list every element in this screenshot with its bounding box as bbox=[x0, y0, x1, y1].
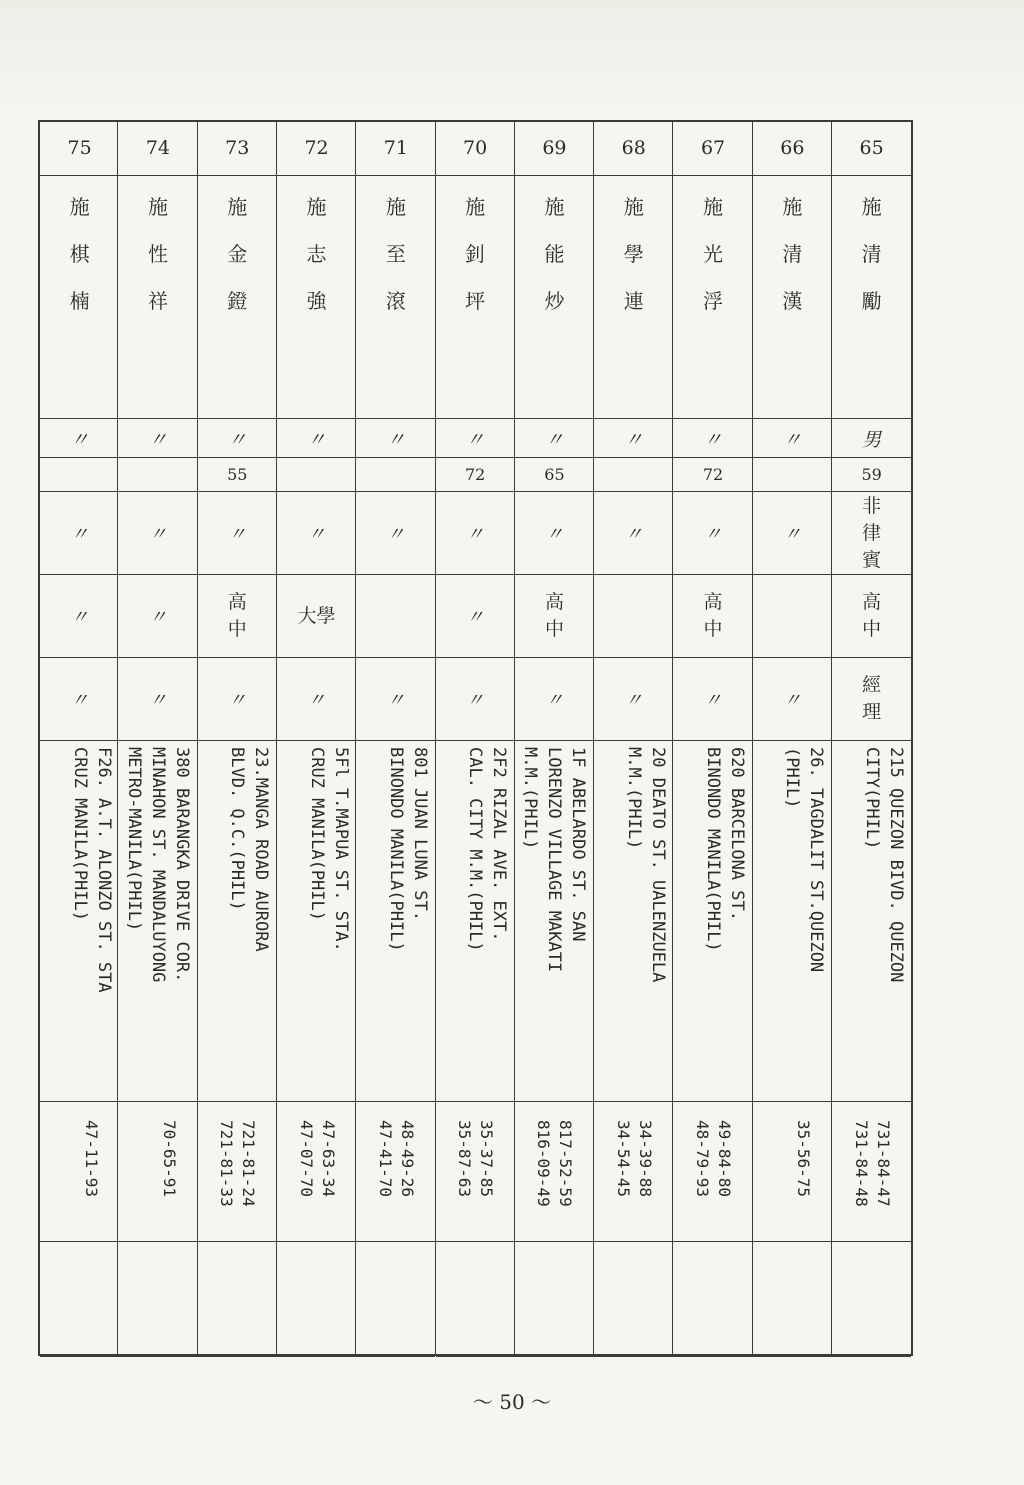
nationality-ditto: 〃 bbox=[70, 524, 89, 545]
member-address bbox=[753, 741, 832, 1102]
member-age bbox=[594, 458, 673, 492]
address-line: M.M.(PHIL) bbox=[623, 747, 644, 850]
member-occupation bbox=[40, 658, 119, 741]
phone-line: 47-41-70 bbox=[375, 1120, 395, 1198]
member-name bbox=[594, 176, 673, 419]
address-line: BINONDO MANILA(PHIL) bbox=[703, 747, 724, 952]
member-name-char: 施 bbox=[385, 195, 406, 219]
address-line: CRUZ MANILA(PHIL) bbox=[69, 747, 90, 921]
phone-line: 35-56-75 bbox=[794, 1120, 814, 1198]
member-age bbox=[40, 458, 119, 492]
member-age: 59 bbox=[832, 458, 911, 492]
member-address bbox=[198, 741, 277, 1102]
address-line: 2F2 RIZAL AVE. EXT. bbox=[489, 747, 510, 942]
blank-cell bbox=[198, 1242, 277, 1357]
member-name-char: 施 bbox=[147, 195, 168, 219]
member-address-text bbox=[518, 747, 590, 1099]
table-column bbox=[593, 120, 673, 1356]
member-phone-text bbox=[612, 1120, 656, 1197]
address-line: 23.MANGA ROAD AURORA bbox=[251, 747, 272, 952]
member-phone-text bbox=[158, 1120, 180, 1197]
member-age: 65 bbox=[515, 458, 594, 492]
education-char: 中 bbox=[703, 618, 723, 640]
address-line: CITY(PHIL) bbox=[861, 747, 882, 850]
address-line: 620 BARCELONA ST. bbox=[727, 747, 748, 921]
member-name-chars bbox=[356, 184, 435, 325]
member-address bbox=[594, 741, 673, 1102]
nationality-char: 賓 bbox=[862, 548, 882, 571]
member-address-text bbox=[122, 747, 194, 1099]
row-number: 71 bbox=[356, 120, 435, 176]
member-phone-text bbox=[532, 1120, 576, 1207]
phone-line: 731-84-47 bbox=[873, 1120, 893, 1207]
education-stack bbox=[832, 575, 911, 657]
member-name-char: 施 bbox=[306, 195, 327, 219]
member-age bbox=[277, 458, 356, 492]
member-sex: 〃 bbox=[515, 419, 594, 458]
blank-cell bbox=[832, 1242, 911, 1357]
blank-cell bbox=[436, 1242, 515, 1357]
address-line: MINAHON ST. MANDALUYONG bbox=[147, 747, 168, 983]
member-name bbox=[277, 176, 356, 419]
member-address bbox=[277, 741, 356, 1102]
member-name-char: 施 bbox=[623, 195, 644, 219]
member-sex: 〃 bbox=[118, 419, 197, 458]
nationality-ditto: 〃 bbox=[783, 524, 802, 545]
education-ditto: 〃 bbox=[70, 607, 89, 628]
member-education bbox=[515, 575, 594, 658]
address-line: 1F ABELARDO ST. SAN bbox=[568, 747, 589, 942]
row-number: 67 bbox=[673, 120, 752, 176]
member-name-char: 浮 bbox=[703, 289, 724, 313]
blank-cell bbox=[118, 1242, 197, 1357]
member-name-char: 棋 bbox=[69, 242, 90, 266]
member-name bbox=[753, 176, 832, 419]
member-phone bbox=[277, 1102, 356, 1242]
row-number: 75 bbox=[40, 120, 119, 176]
member-name-char: 志 bbox=[306, 242, 327, 266]
occupation-ditto: 〃 bbox=[228, 690, 247, 711]
member-name-chars bbox=[198, 184, 277, 325]
row-number: 68 bbox=[594, 120, 673, 176]
education-char: 中 bbox=[227, 618, 247, 640]
member-nationality bbox=[277, 492, 356, 575]
address-line: M.M.(PHIL) bbox=[520, 747, 541, 850]
member-nationality bbox=[594, 492, 673, 575]
member-name-char: 施 bbox=[782, 195, 803, 219]
address-line: METRO-MANILA(PHIL) bbox=[123, 747, 144, 932]
occupation-ditto: 〃 bbox=[783, 690, 802, 711]
occupation-char: 經 bbox=[862, 674, 882, 696]
phone-line: 70-65-91 bbox=[159, 1120, 179, 1198]
member-name-char: 施 bbox=[465, 195, 486, 219]
education-char: 中 bbox=[544, 618, 564, 640]
member-sex: 〃 bbox=[198, 419, 277, 458]
member-phone-text bbox=[453, 1120, 497, 1197]
phone-line: 721-81-24 bbox=[239, 1120, 259, 1207]
member-nationality bbox=[356, 492, 435, 575]
phone-line: 48-49-26 bbox=[397, 1120, 417, 1198]
member-name-chars bbox=[753, 184, 832, 325]
table-column bbox=[435, 120, 515, 1356]
member-education bbox=[198, 575, 277, 658]
address-line: 26. TAGDALIT ST.QUEZON bbox=[806, 747, 827, 973]
nationality-ditto: 〃 bbox=[307, 524, 326, 545]
blank-cell bbox=[753, 1242, 832, 1357]
education-char: 高 bbox=[544, 591, 564, 613]
member-sex: 〃 bbox=[356, 419, 435, 458]
address-line: 801 JUAN LUNA ST. bbox=[409, 747, 430, 921]
member-sex: 〃 bbox=[436, 419, 515, 458]
blank-cell bbox=[594, 1242, 673, 1357]
member-name-char: 施 bbox=[861, 195, 882, 219]
member-occupation bbox=[515, 658, 594, 741]
blank-cell bbox=[515, 1242, 594, 1357]
member-phone-text bbox=[215, 1120, 259, 1207]
blank-cell bbox=[277, 1242, 356, 1357]
occupation-ditto: 〃 bbox=[386, 690, 405, 711]
member-occupation bbox=[356, 658, 435, 741]
nationality-char: 律 bbox=[862, 521, 882, 544]
member-address bbox=[673, 741, 752, 1102]
member-age: 72 bbox=[436, 458, 515, 492]
member-age bbox=[356, 458, 435, 492]
occupation-ditto: 〃 bbox=[704, 690, 723, 711]
member-phone-text bbox=[850, 1120, 894, 1207]
address-line: (PHIL) bbox=[782, 747, 803, 809]
address-line: CRUZ MANILA(PHIL) bbox=[306, 747, 327, 921]
member-name-chars bbox=[673, 184, 752, 325]
phone-line: 49-84-80 bbox=[715, 1120, 735, 1198]
member-name-char: 連 bbox=[623, 289, 644, 313]
member-sex: 〃 bbox=[673, 419, 752, 458]
address-line: BINONDO MANILA(PHIL) bbox=[385, 747, 406, 952]
member-name-char: 漢 bbox=[782, 289, 803, 313]
address-line: 20 DEATO ST. UALENZUELA bbox=[647, 747, 668, 983]
member-age: 72 bbox=[673, 458, 752, 492]
member-name-char: 施 bbox=[227, 195, 248, 219]
member-name-chars bbox=[436, 184, 515, 325]
member-address bbox=[356, 741, 435, 1102]
member-nationality bbox=[753, 492, 832, 575]
phone-line: 34-39-88 bbox=[635, 1120, 655, 1198]
member-phone-text bbox=[792, 1120, 814, 1197]
member-education bbox=[436, 575, 515, 658]
education-stack bbox=[673, 575, 752, 657]
member-occupation bbox=[673, 658, 752, 741]
member-phone bbox=[753, 1102, 832, 1242]
member-education bbox=[594, 575, 673, 658]
occupation-ditto: 〃 bbox=[624, 690, 643, 711]
nationality-ditto: 〃 bbox=[148, 524, 167, 545]
row-number: 74 bbox=[118, 120, 197, 176]
phone-line: 816-09-49 bbox=[534, 1120, 554, 1207]
member-sex: 〃 bbox=[753, 419, 832, 458]
member-address-text bbox=[384, 747, 432, 1099]
member-name-char: 施 bbox=[703, 195, 724, 219]
nationality-ditto: 〃 bbox=[386, 524, 405, 545]
member-sex: 〃 bbox=[277, 419, 356, 458]
member-address-text bbox=[860, 747, 908, 1099]
address-line: 380 BARANGKA DRIVE COR. bbox=[171, 747, 192, 983]
member-name bbox=[515, 176, 594, 419]
page-number: ～ 50 ～ bbox=[472, 1390, 552, 1414]
table-column bbox=[831, 120, 913, 1356]
member-name bbox=[832, 176, 911, 419]
member-name-char: 鐙 bbox=[227, 289, 248, 313]
education-stack bbox=[515, 575, 594, 657]
row-number: 69 bbox=[515, 120, 594, 176]
nationality-ditto: 〃 bbox=[466, 524, 485, 545]
member-name-chars bbox=[832, 184, 911, 325]
member-education bbox=[753, 575, 832, 658]
member-education bbox=[673, 575, 752, 658]
member-name bbox=[356, 176, 435, 419]
member-phone bbox=[198, 1102, 277, 1242]
member-phone bbox=[356, 1102, 435, 1242]
member-name-char: 滾 bbox=[385, 289, 406, 313]
member-occupation bbox=[277, 658, 356, 741]
member-phone bbox=[118, 1102, 197, 1242]
education-stack bbox=[198, 575, 277, 657]
member-phone bbox=[832, 1102, 911, 1242]
member-phone-text bbox=[80, 1120, 102, 1197]
table-column bbox=[197, 120, 277, 1356]
member-name-char: 性 bbox=[147, 242, 168, 266]
nationality-ditto: 〃 bbox=[624, 524, 643, 545]
member-name bbox=[436, 176, 515, 419]
member-phone bbox=[673, 1102, 752, 1242]
member-name-char: 祥 bbox=[147, 289, 168, 313]
address-line: BLVD. Q.C.(PHIL) bbox=[227, 747, 248, 911]
phone-line: 721-81-33 bbox=[217, 1120, 237, 1207]
member-address bbox=[40, 741, 119, 1102]
phone-line: 731-84-48 bbox=[851, 1120, 871, 1207]
education-ditto: 〃 bbox=[466, 607, 485, 628]
member-name-char: 清 bbox=[782, 242, 803, 266]
member-occupation bbox=[198, 658, 277, 741]
member-phone-text bbox=[374, 1120, 418, 1197]
member-education bbox=[277, 575, 356, 658]
nationality-ditto: 〃 bbox=[545, 524, 564, 545]
member-name bbox=[198, 176, 277, 419]
member-nationality bbox=[832, 492, 911, 575]
member-phone bbox=[515, 1102, 594, 1242]
member-name-char: 坪 bbox=[465, 289, 486, 313]
nationality-char: 非 bbox=[862, 494, 882, 517]
member-name-chars bbox=[515, 184, 594, 325]
member-phone bbox=[594, 1102, 673, 1242]
page-stain bbox=[0, 0, 1024, 120]
member-name-char: 勵 bbox=[861, 289, 882, 313]
table-column bbox=[514, 120, 594, 1356]
member-name bbox=[40, 176, 119, 419]
member-name-char: 學 bbox=[623, 242, 644, 266]
member-name bbox=[673, 176, 752, 419]
member-sex: 男 bbox=[832, 419, 911, 458]
member-education bbox=[118, 575, 197, 658]
row-number: 72 bbox=[277, 120, 356, 176]
member-name-char: 金 bbox=[227, 242, 248, 266]
member-address-text bbox=[701, 747, 749, 1099]
table-column bbox=[276, 120, 356, 1356]
member-address bbox=[118, 741, 197, 1102]
member-address-text bbox=[68, 747, 116, 1099]
member-address bbox=[515, 741, 594, 1102]
member-age: 55 bbox=[198, 458, 277, 492]
occupation-char: 理 bbox=[862, 701, 882, 723]
table-column bbox=[752, 120, 832, 1356]
member-occupation bbox=[753, 658, 832, 741]
phone-line: 48-79-93 bbox=[693, 1120, 713, 1198]
member-name-char: 至 bbox=[385, 242, 406, 266]
occupation-ditto: 〃 bbox=[307, 690, 326, 711]
member-sex: 〃 bbox=[40, 419, 119, 458]
member-name-char: 清 bbox=[861, 242, 882, 266]
row-number: 65 bbox=[832, 120, 911, 176]
occupation-ditto: 〃 bbox=[70, 690, 89, 711]
table-column bbox=[38, 120, 119, 1356]
member-name-char: 能 bbox=[544, 242, 565, 266]
occupation-ditto: 〃 bbox=[148, 690, 167, 711]
address-line: LORENZO VILLAGE MAKATI bbox=[544, 747, 565, 973]
phone-line: 35-87-63 bbox=[455, 1120, 475, 1198]
member-address bbox=[436, 741, 515, 1102]
member-name-chars bbox=[277, 184, 356, 325]
education-char: 高 bbox=[227, 591, 247, 613]
member-nationality bbox=[673, 492, 752, 575]
member-address-text bbox=[463, 747, 511, 1099]
member-address-text bbox=[622, 747, 670, 1099]
table-column bbox=[117, 120, 197, 1356]
member-nationality bbox=[198, 492, 277, 575]
member-phone bbox=[436, 1102, 515, 1242]
member-nationality bbox=[436, 492, 515, 575]
blank-cell bbox=[673, 1242, 752, 1357]
member-name-char: 炒 bbox=[544, 289, 565, 313]
member-age bbox=[753, 458, 832, 492]
member-occupation bbox=[832, 658, 911, 741]
table-column bbox=[355, 120, 435, 1356]
occupation-ditto: 〃 bbox=[545, 690, 564, 711]
row-number: 73 bbox=[198, 120, 277, 176]
address-line: CAL. CITY M.M.(PHIL) bbox=[465, 747, 486, 952]
member-education bbox=[40, 575, 119, 658]
education-char: 高 bbox=[703, 591, 723, 613]
member-phone bbox=[40, 1102, 119, 1242]
member-phone-text bbox=[295, 1120, 339, 1197]
table-column bbox=[672, 120, 752, 1356]
row-number: 70 bbox=[436, 120, 515, 176]
education-char: 中 bbox=[862, 618, 882, 640]
education-char: 高 bbox=[862, 591, 882, 613]
phone-line: 817-52-59 bbox=[556, 1120, 576, 1207]
member-name-chars bbox=[118, 184, 197, 325]
address-line: 5Fl T.MAPUA ST. STA. bbox=[330, 747, 351, 952]
blank-cell bbox=[356, 1242, 435, 1357]
blank-cell bbox=[40, 1242, 119, 1357]
member-education bbox=[832, 575, 911, 658]
member-education bbox=[356, 575, 435, 658]
member-address-text bbox=[780, 747, 828, 1099]
member-occupation bbox=[594, 658, 673, 741]
occupation-stack bbox=[832, 658, 911, 740]
member-age bbox=[118, 458, 197, 492]
phone-line: 47-63-34 bbox=[318, 1120, 338, 1198]
member-address bbox=[832, 741, 911, 1102]
member-name-char: 楠 bbox=[69, 289, 90, 313]
nationality-stack bbox=[832, 492, 911, 574]
member-nationality bbox=[118, 492, 197, 575]
member-name-char: 施 bbox=[69, 195, 90, 219]
phone-line: 47-11-93 bbox=[81, 1120, 101, 1198]
member-sex: 〃 bbox=[594, 419, 673, 458]
education-stack bbox=[277, 575, 356, 657]
occupation-ditto: 〃 bbox=[466, 690, 485, 711]
address-line: 215 QUEZON BIVD. QUEZON bbox=[885, 747, 906, 983]
member-nationality bbox=[515, 492, 594, 575]
member-name-char: 光 bbox=[703, 242, 724, 266]
member-name-char: 強 bbox=[306, 289, 327, 313]
phone-line: 35-37-85 bbox=[477, 1120, 497, 1198]
member-name-char: 釗 bbox=[465, 242, 486, 266]
address-line: F26. A.T. ALONZO ST. STA bbox=[93, 747, 114, 993]
member-occupation bbox=[436, 658, 515, 741]
education-ditto: 〃 bbox=[148, 607, 167, 628]
member-name bbox=[118, 176, 197, 419]
nationality-ditto: 〃 bbox=[704, 524, 723, 545]
member-table bbox=[38, 120, 910, 1356]
member-phone-text bbox=[691, 1120, 735, 1197]
member-name-chars bbox=[40, 184, 119, 325]
member-nationality bbox=[40, 492, 119, 575]
member-name-chars bbox=[594, 184, 673, 325]
phone-line: 47-07-70 bbox=[296, 1120, 316, 1198]
row-number: 66 bbox=[753, 120, 832, 176]
member-address-text bbox=[225, 747, 273, 1099]
nationality-ditto: 〃 bbox=[228, 524, 247, 545]
education-char: 大學 bbox=[297, 604, 336, 627]
phone-line: 34-54-45 bbox=[613, 1120, 633, 1198]
member-name-char: 施 bbox=[544, 195, 565, 219]
member-occupation bbox=[118, 658, 197, 741]
member-address-text bbox=[305, 747, 353, 1099]
